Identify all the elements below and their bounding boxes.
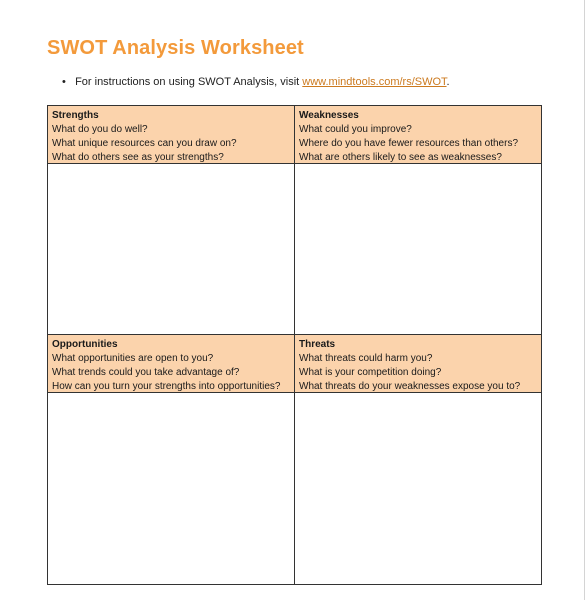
- question: What unique resources can you draw on?: [52, 138, 237, 149]
- instructions-text: For instructions on using SWOT Analysis, visit: [75, 76, 303, 88]
- question: What is your competition doing?: [299, 367, 442, 378]
- quadrant-label: Weaknesses: [299, 110, 359, 121]
- question: What opportunities are open to you?: [52, 353, 214, 364]
- quadrant-threats: [295, 335, 541, 584]
- question: What threats could harm you?: [299, 353, 433, 364]
- threats-answer-area[interactable]: [295, 393, 541, 583]
- quadrant-header: [295, 335, 541, 393]
- swot-grid: [47, 105, 542, 585]
- quadrant-strengths: [48, 106, 294, 334]
- question: What are others likely to see as weaknesses?: [299, 152, 502, 163]
- opportunities-answer-area[interactable]: [48, 393, 294, 583]
- page-title: SWOT Analysis Worksheet: [47, 37, 304, 59]
- quadrant-opportunities: [48, 335, 294, 584]
- mindtools-link[interactable]: www.mindtools.com/rs/SWOT: [302, 76, 447, 88]
- question: What could you improve?: [299, 124, 412, 135]
- strengths-answer-area[interactable]: [48, 164, 294, 333]
- quadrant-label: Strengths: [52, 110, 99, 121]
- question: What threats do your weaknesses expose you to?: [299, 381, 521, 392]
- question: How can you turn your strengths into opportunities?: [52, 381, 281, 392]
- quadrant-header: [48, 335, 294, 393]
- weaknesses-answer-area[interactable]: [295, 164, 541, 333]
- instructions-line: [62, 76, 450, 88]
- bullet: •: [62, 76, 66, 88]
- quadrant-label: Threats: [299, 339, 336, 350]
- quadrant-label: Opportunities: [52, 339, 118, 350]
- question: What do you do well?: [52, 124, 148, 135]
- quadrant-header: [48, 106, 294, 164]
- question: What do others see as your strengths?: [52, 152, 224, 163]
- quadrant-weaknesses: [295, 106, 541, 334]
- instructions-suffix: .: [446, 76, 450, 88]
- question: What trends could you take advantage of?: [52, 367, 240, 378]
- question: Where do you have fewer resources than others?: [299, 138, 519, 149]
- quadrant-header: [295, 106, 541, 164]
